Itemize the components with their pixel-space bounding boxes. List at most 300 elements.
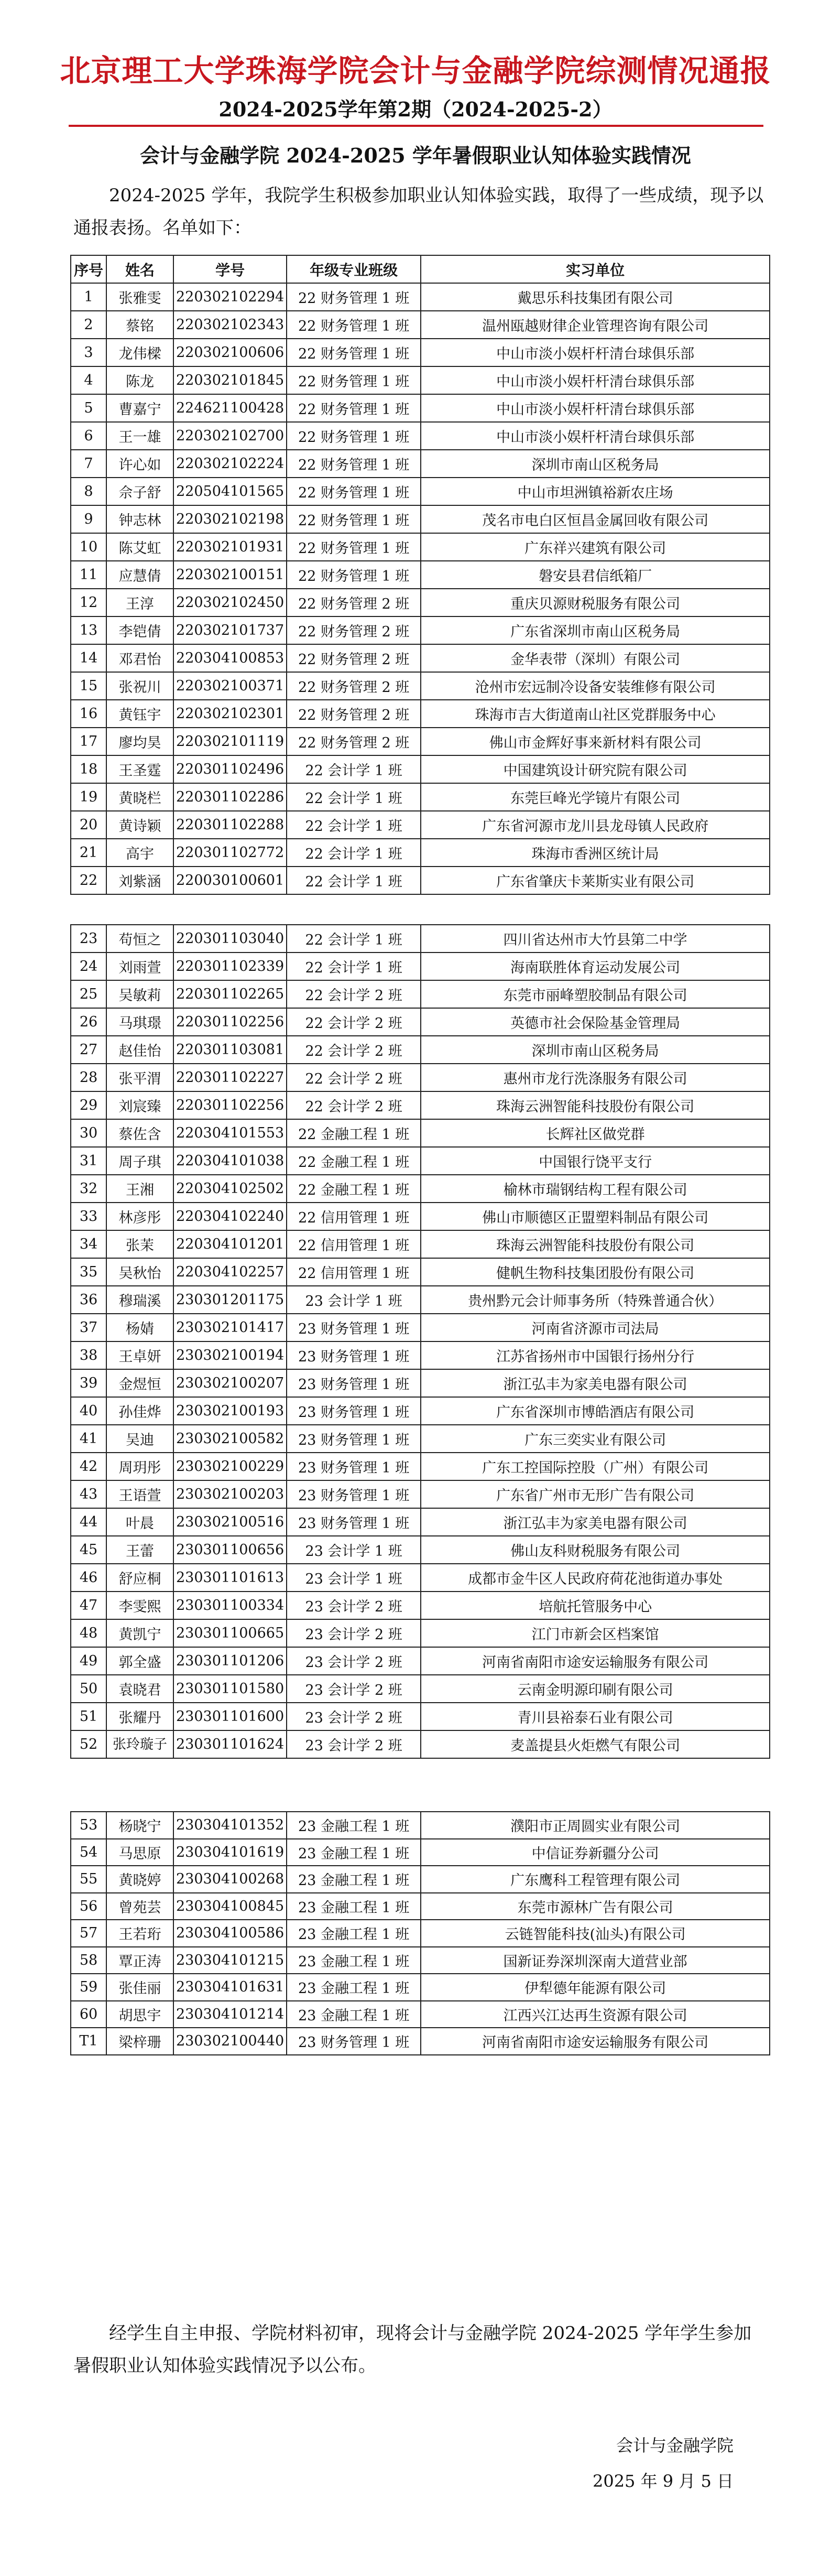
table-cell: 中国银行饶平支行 <box>421 1147 770 1175</box>
table-row <box>71 2001 770 2028</box>
table-cell: 17 <box>71 728 106 755</box>
table-cell: 22 会计学 1 班 <box>287 811 421 839</box>
table-cell: 22 会计学 2 班 <box>287 1064 421 1091</box>
table-cell: 220301102265 <box>173 980 287 1008</box>
table-cell: 27 <box>71 1036 106 1064</box>
table-cell: 9 <box>71 505 106 533</box>
table-cell: 22 财务管理 1 班 <box>287 394 421 422</box>
table-row <box>71 839 770 867</box>
table-cell: 长辉社区做党群 <box>421 1119 770 1147</box>
table-cell: 23 财务管理 1 班 <box>287 1508 421 1536</box>
table-cell: 52 <box>71 1730 106 1758</box>
table-cell: 23 会计学 2 班 <box>287 1675 421 1703</box>
table-cell: 22 会计学 1 班 <box>287 953 421 980</box>
signature-date: 2025 年 9 月 5 日 <box>592 2471 734 2491</box>
table-cell: 36 <box>71 1286 106 1314</box>
table-cell: 22 会计学 2 班 <box>287 1091 421 1119</box>
table-cell: 22 财务管理 1 班 <box>287 283 421 311</box>
table-cell: 佛山市顺德区正盟塑料制品有限公司 <box>421 1203 770 1230</box>
table-cell: 57 <box>71 1920 106 1947</box>
table-cell: 王卓妍 <box>106 1341 173 1369</box>
table-cell: 佘子舒 <box>106 478 173 505</box>
table-cell: 19 <box>71 783 106 811</box>
table-cell: 覃正涛 <box>106 1947 173 1974</box>
table-cell: 23 财务管理 1 班 <box>287 1369 421 1397</box>
table-cell: 高宇 <box>106 839 173 867</box>
table-cell: 24 <box>71 953 106 980</box>
table-row <box>71 1230 770 1258</box>
table-cell: 230302100193 <box>173 1397 287 1425</box>
table-cell: 220302100151 <box>173 561 287 589</box>
table-cell: 广东鹰科工程管理有限公司 <box>421 1866 770 1893</box>
table-cell: 林彦彤 <box>106 1203 173 1230</box>
table-cell: 220302100371 <box>173 672 287 700</box>
table-cell: 培航托管服务中心 <box>421 1592 770 1619</box>
table-cell: 230302100516 <box>173 1508 287 1536</box>
table-cell: 海南联胜体育运动发展公司 <box>421 953 770 980</box>
table-cell: 河南省南阳市途安运输服务有限公司 <box>421 2028 770 2055</box>
table-cell: 东莞市源林广告有限公司 <box>421 1893 770 1920</box>
main-title: 北京理工大学珠海学院会计与金融学院综测情况通报 <box>60 53 771 89</box>
table-row <box>71 1508 770 1536</box>
table-row <box>71 1839 770 1866</box>
table-cell: 23 金融工程 1 班 <box>287 1866 421 1893</box>
table-cell: 220301102496 <box>173 755 287 783</box>
table-cell: 濮阳市正周圆实业有限公司 <box>421 1812 770 1839</box>
table-cell: 23 会计学 2 班 <box>287 1619 421 1647</box>
document-title: 会计与金融学院 2024-2025 学年暑假职业认知体验实践情况 <box>140 144 691 167</box>
table-cell: 48 <box>71 1619 106 1647</box>
table-cell: 23 会计学 2 班 <box>287 1647 421 1675</box>
table-cell: 50 <box>71 1675 106 1703</box>
table-cell: 吴秋怡 <box>106 1258 173 1286</box>
table-row <box>71 1947 770 1974</box>
table-cell: 23 财务管理 1 班 <box>287 1480 421 1508</box>
table-cell: 22 财务管理 2 班 <box>287 644 421 672</box>
table-cell: 220301102772 <box>173 839 287 867</box>
table-cell: 四川省达州市大竹县第二中学 <box>421 925 770 953</box>
table-cell: 黄钰宇 <box>106 700 173 728</box>
table-cell: 220302102301 <box>173 700 287 728</box>
table-row <box>71 366 770 394</box>
table-cell: 220301102227 <box>173 1064 287 1091</box>
table-cell: 中山市坦洲镇裕新农庄场 <box>421 478 770 505</box>
table-cell: 广东工控国际控股（广州）有限公司 <box>421 1453 770 1480</box>
table-cell: 河南省南阳市途安运输服务有限公司 <box>421 1647 770 1675</box>
table-cell: 230304101631 <box>173 1974 287 2001</box>
table-cell: 12 <box>71 589 106 616</box>
table-cell: 胡思宇 <box>106 2001 173 2028</box>
table-cell: 张佳丽 <box>106 1974 173 2001</box>
table-cell: 广东省河源市龙川县龙母镇人民政府 <box>421 811 770 839</box>
table-row <box>71 1175 770 1203</box>
table-cell: 王语萱 <box>106 1480 173 1508</box>
table-cell: 王若珩 <box>106 1920 173 1947</box>
table-cell: 21 <box>71 839 106 867</box>
table-row <box>71 1974 770 2001</box>
table-cell: 220302101931 <box>173 533 287 561</box>
table-cell: 金华表带（深圳）有限公司 <box>421 644 770 672</box>
table-cell: 230302101417 <box>173 1314 287 1341</box>
table-cell: 230301101613 <box>173 1564 287 1592</box>
table-cell: 14 <box>71 644 106 672</box>
table-cell: 22 信用管理 1 班 <box>287 1203 421 1230</box>
red-divider <box>69 125 763 127</box>
table-row <box>71 1453 770 1480</box>
table-cell: 230302100440 <box>173 2028 287 2055</box>
table-cell: 22 财务管理 1 班 <box>287 366 421 394</box>
table-cell: 江西兴江达再生资源有限公司 <box>421 2001 770 2028</box>
table-row <box>71 505 770 533</box>
table-cell: 53 <box>71 1812 106 1839</box>
table-row <box>71 1119 770 1147</box>
table-row <box>71 1064 770 1091</box>
table-row <box>71 1647 770 1675</box>
table-cell: 22 财务管理 1 班 <box>287 505 421 533</box>
table-cell: 珠海云洲智能科技股份有限公司 <box>421 1091 770 1119</box>
table-cell: 11 <box>71 561 106 589</box>
table-cell: 56 <box>71 1893 106 1920</box>
table-cell: 应慧倩 <box>106 561 173 589</box>
table-cell: 榆林市瑞钢结构工程有限公司 <box>421 1175 770 1203</box>
table-cell: 深圳市南山区税务局 <box>421 1036 770 1064</box>
table-cell: 王蕾 <box>106 1536 173 1564</box>
column-header: 序号 <box>71 255 106 283</box>
table-cell: 23 财务管理 1 班 <box>287 2028 421 2055</box>
table-cell: 青川县裕泰石业有限公司 <box>421 1703 770 1730</box>
table-cell: 26 <box>71 1008 106 1036</box>
table-row <box>71 925 770 953</box>
table-cell: 220301102256 <box>173 1008 287 1036</box>
table-header-row <box>71 255 770 283</box>
table-row <box>71 1920 770 1947</box>
table-cell: 16 <box>71 700 106 728</box>
table-cell: 23 财务管理 1 班 <box>287 1425 421 1453</box>
table-cell: 220301102256 <box>173 1091 287 1119</box>
table-cell: 健帆生物科技集团股份有限公司 <box>421 1258 770 1286</box>
table-cell: 佛山友科财税服务有限公司 <box>421 1536 770 1564</box>
table-cell: 51 <box>71 1703 106 1730</box>
table-cell: 22 会计学 1 班 <box>287 925 421 953</box>
table-cell: 230304101215 <box>173 1947 287 1974</box>
table-row <box>71 1703 770 1730</box>
table-row <box>71 1258 770 1286</box>
table-cell: 杨晓宁 <box>106 1812 173 1839</box>
table-row <box>71 1866 770 1893</box>
table-cell: 温州瓯越财律企业管理咨询有限公司 <box>421 311 770 339</box>
table-cell: 43 <box>71 1480 106 1508</box>
table-cell: 230301100656 <box>173 1536 287 1564</box>
table-cell: 23 金融工程 1 班 <box>287 1839 421 1866</box>
table-cell: 贵州黔元会计师事务所（特殊普通合伙） <box>421 1286 770 1314</box>
table-cell: 周玥彤 <box>106 1453 173 1480</box>
table-cell: 230304101352 <box>173 1812 287 1839</box>
table-cell: 220304102502 <box>173 1175 287 1203</box>
table-row <box>71 478 770 505</box>
table-cell: 陈龙 <box>106 366 173 394</box>
table-cell: 22 会计学 1 班 <box>287 839 421 867</box>
table-cell: 32 <box>71 1175 106 1203</box>
table-cell: 中信证券新疆分公司 <box>421 1839 770 1866</box>
table-cell: 23 金融工程 1 班 <box>287 1812 421 1839</box>
table-cell: 230302100582 <box>173 1425 287 1453</box>
table-row <box>71 561 770 589</box>
table-cell: 7 <box>71 450 106 478</box>
table-cell: 220301103040 <box>173 925 287 953</box>
table-cell: 王一雄 <box>106 422 173 450</box>
table-cell: 22 信用管理 1 班 <box>287 1258 421 1286</box>
table-cell: 英德市社会保险基金管理局 <box>421 1008 770 1036</box>
table-cell: 22 财务管理 1 班 <box>287 478 421 505</box>
table-cell: 蔡铭 <box>106 311 173 339</box>
table-row <box>71 1893 770 1920</box>
table-cell: 张平渭 <box>106 1064 173 1091</box>
table-cell: 黄凯宁 <box>106 1619 173 1647</box>
table-cell: 58 <box>71 1947 106 1974</box>
table-row <box>71 1480 770 1508</box>
table-cell: 23 财务管理 1 班 <box>287 1397 421 1425</box>
table-cell: 224621100428 <box>173 394 287 422</box>
table-cell: 23 金融工程 1 班 <box>287 1947 421 1974</box>
table-cell: 220301102339 <box>173 953 287 980</box>
table-cell: 邓君怡 <box>106 644 173 672</box>
table-cell: 吴敏莉 <box>106 980 173 1008</box>
table-cell: 龙伟樑 <box>106 339 173 366</box>
table-cell: 8 <box>71 478 106 505</box>
table-cell: 60 <box>71 2001 106 2028</box>
table-cell: 22 金融工程 1 班 <box>287 1119 421 1147</box>
table-cell: 黄诗颖 <box>106 811 173 839</box>
table-cell: 22 财务管理 1 班 <box>287 450 421 478</box>
table-row <box>71 2028 770 2055</box>
table-cell: 220302102294 <box>173 283 287 311</box>
table-cell: 梁梓珊 <box>106 2028 173 2055</box>
table-cell: 刘雨萱 <box>106 953 173 980</box>
table-cell: 230302100207 <box>173 1369 287 1397</box>
table-cell: 4 <box>71 366 106 394</box>
table-cell: 220304100853 <box>173 644 287 672</box>
table-cell: 东莞巨峰光学镜片有限公司 <box>421 783 770 811</box>
column-header: 姓名 <box>106 255 173 283</box>
table-cell: 钟志林 <box>106 505 173 533</box>
table-cell: 孙佳烨 <box>106 1397 173 1425</box>
table-row <box>71 953 770 980</box>
table-cell: 220302102450 <box>173 589 287 616</box>
table-cell: 黄晓婷 <box>106 1866 173 1893</box>
table-row <box>71 616 770 644</box>
table-cell: 230302100229 <box>173 1453 287 1480</box>
table-row <box>71 1203 770 1230</box>
table-cell: 22 财务管理 1 班 <box>287 311 421 339</box>
table-cell: 22 会计学 1 班 <box>287 783 421 811</box>
table-cell: 220304101201 <box>173 1230 287 1258</box>
table-cell: 广东省深圳市博皓酒店有限公司 <box>421 1397 770 1425</box>
column-header: 学号 <box>173 255 287 283</box>
table-cell: 李铠倩 <box>106 616 173 644</box>
table-cell: 江苏省扬州市中国银行扬州分行 <box>421 1341 770 1369</box>
roster-table-2 <box>70 924 770 1759</box>
table-cell: 23 会计学 1 班 <box>287 1286 421 1314</box>
table-cell: 220304101553 <box>173 1119 287 1147</box>
table-cell: 39 <box>71 1369 106 1397</box>
table-cell: 广东省肇庆卡莱斯实业有限公司 <box>421 867 770 894</box>
table-cell: 38 <box>71 1341 106 1369</box>
table-cell: 230301101624 <box>173 1730 287 1758</box>
table-cell: 周子琪 <box>106 1147 173 1175</box>
table-cell: 44 <box>71 1508 106 1536</box>
table-cell: 220302102224 <box>173 450 287 478</box>
table-cell: 李雯熙 <box>106 1592 173 1619</box>
table-cell: 220302102198 <box>173 505 287 533</box>
table-cell: 珠海云洲智能科技股份有限公司 <box>421 1230 770 1258</box>
table-row <box>71 672 770 700</box>
table-row <box>71 1397 770 1425</box>
table-row <box>71 339 770 366</box>
table-cell: 中国建筑设计研究院有限公司 <box>421 755 770 783</box>
table-cell: 46 <box>71 1564 106 1592</box>
table-cell: 许心如 <box>106 450 173 478</box>
table-cell: 中山市淡小娱杆杆清台球俱乐部 <box>421 339 770 366</box>
table-cell: 23 会计学 2 班 <box>287 1730 421 1758</box>
table-cell: 23 会计学 1 班 <box>287 1536 421 1564</box>
table-cell: 22 财务管理 2 班 <box>287 728 421 755</box>
table-cell: 蔡佐含 <box>106 1119 173 1147</box>
table-cell: 刘宸臻 <box>106 1091 173 1119</box>
sub-title: 2024-2025学年第2期（2024-2025-2） <box>218 98 613 121</box>
table-cell: 220304101038 <box>173 1147 287 1175</box>
table-cell: 22 财务管理 2 班 <box>287 589 421 616</box>
table-cell: 18 <box>71 755 106 783</box>
table-cell: 舒应桐 <box>106 1564 173 1592</box>
roster-table-3 <box>70 1811 770 2055</box>
table-cell: 220030100601 <box>173 867 287 894</box>
table-cell: 23 财务管理 1 班 <box>287 1341 421 1369</box>
table-cell: 33 <box>71 1203 106 1230</box>
table-cell: 31 <box>71 1147 106 1175</box>
table-row <box>71 1091 770 1119</box>
table-cell: T1 <box>71 2028 106 2055</box>
table-row <box>71 1314 770 1341</box>
table-cell: 23 财务管理 1 班 <box>287 1314 421 1341</box>
table-cell: 2 <box>71 311 106 339</box>
table-cell: 47 <box>71 1592 106 1619</box>
table-cell: 河南省济源市司法局 <box>421 1314 770 1341</box>
table-cell: 22 会计学 1 班 <box>287 755 421 783</box>
table-cell: 戴思乐科技集团有限公司 <box>421 283 770 311</box>
table-row <box>71 1812 770 1839</box>
table-cell: 23 金融工程 1 班 <box>287 1974 421 2001</box>
table-cell: 220302101845 <box>173 366 287 394</box>
table-cell: 220304102257 <box>173 1258 287 1286</box>
table-cell: 10 <box>71 533 106 561</box>
table-row <box>71 1619 770 1647</box>
table-row <box>71 589 770 616</box>
table-cell: 22 财务管理 2 班 <box>287 616 421 644</box>
table-cell: 广东三奕实业有限公司 <box>421 1425 770 1453</box>
table-cell: 袁晓君 <box>106 1675 173 1703</box>
table-cell: 220301103081 <box>173 1036 287 1064</box>
table-cell: 22 <box>71 867 106 894</box>
table-cell: 郭全盛 <box>106 1647 173 1675</box>
table-cell: 30 <box>71 1119 106 1147</box>
table-cell: 金煜恒 <box>106 1369 173 1397</box>
intro-paragraph: 2024-2025 学年，我院学生积极参加职业认知体验实践，取得了一些成绩，现予以通报表扬。名单如下： <box>73 185 764 239</box>
table-cell: 陈艾虹 <box>106 533 173 561</box>
table-cell: 220302100606 <box>173 339 287 366</box>
table-cell: 浙江弘丰为家美电器有限公司 <box>421 1508 770 1536</box>
table-cell: 王圣霆 <box>106 755 173 783</box>
table-cell: 23 <box>71 925 106 953</box>
table-row <box>71 311 770 339</box>
table-cell: 广东省广州市无形广告有限公司 <box>421 1480 770 1508</box>
table-row <box>71 1369 770 1397</box>
table-cell: 230304100586 <box>173 1920 287 1947</box>
table-row <box>71 1536 770 1564</box>
table-row <box>71 1036 770 1064</box>
table-cell: 叶晨 <box>106 1508 173 1536</box>
table-cell: 42 <box>71 1453 106 1480</box>
table-cell: 20 <box>71 811 106 839</box>
table-cell: 220302101119 <box>173 728 287 755</box>
table-row <box>71 755 770 783</box>
table-cell: 麦盖提县火炬燃气有限公司 <box>421 1730 770 1758</box>
table-cell: 230301100334 <box>173 1592 287 1619</box>
table-cell: 刘紫涵 <box>106 867 173 894</box>
table-cell: 5 <box>71 394 106 422</box>
table-cell: 云链智能科技(汕头)有限公司 <box>421 1920 770 1947</box>
table-cell: 黄晓栏 <box>106 783 173 811</box>
table-cell: 220301102288 <box>173 811 287 839</box>
table-row <box>71 394 770 422</box>
table-cell: 中山市淡小娱杆杆清台球俱乐部 <box>421 394 770 422</box>
table-cell: 220302102700 <box>173 422 287 450</box>
table-cell: 35 <box>71 1258 106 1286</box>
table-row <box>71 1147 770 1175</box>
table-cell: 22 会计学 1 班 <box>287 867 421 894</box>
table-row <box>71 1592 770 1619</box>
table-cell: 茂名市电白区恒昌金属回收有限公司 <box>421 505 770 533</box>
table-cell: 张雅雯 <box>106 283 173 311</box>
table-cell: 40 <box>71 1397 106 1425</box>
table-row <box>71 1730 770 1758</box>
table-cell: 15 <box>71 672 106 700</box>
roster-table-1 <box>70 255 770 895</box>
table-cell: 张茉 <box>106 1230 173 1258</box>
table-cell: 伊犁德年能源有限公司 <box>421 1974 770 2001</box>
table-cell: 张耀丹 <box>106 1703 173 1730</box>
table-cell: 吴迪 <box>106 1425 173 1453</box>
table-cell: 22 财务管理 1 班 <box>287 561 421 589</box>
table-row <box>71 728 770 755</box>
table-row <box>71 533 770 561</box>
table-cell: 23 财务管理 1 班 <box>287 1453 421 1480</box>
table-cell: 广东省深圳市南山区税务局 <box>421 616 770 644</box>
table-cell: 江门市新会区档案馆 <box>421 1619 770 1647</box>
table-cell: 28 <box>71 1064 106 1091</box>
table-cell: 230304101619 <box>173 1839 287 1866</box>
table-row <box>71 1341 770 1369</box>
table-row <box>71 644 770 672</box>
table-cell: 34 <box>71 1230 106 1258</box>
closing-paragraph: 经学生自主申报、学院材料初审，现将会计与金融学院 2024-2025 学年学生参加暑假职业认知体验实践情况予以公布。 <box>73 2323 752 2376</box>
table-cell: 马思原 <box>106 1839 173 1866</box>
table-cell: 苟恒之 <box>106 925 173 953</box>
table-cell: 杨婧 <box>106 1314 173 1341</box>
table-cell: 230301101580 <box>173 1675 287 1703</box>
table-cell: 23 会计学 1 班 <box>287 1564 421 1592</box>
table-cell: 23 会计学 2 班 <box>287 1592 421 1619</box>
table-cell: 浙江弘丰为家美电器有限公司 <box>421 1369 770 1397</box>
